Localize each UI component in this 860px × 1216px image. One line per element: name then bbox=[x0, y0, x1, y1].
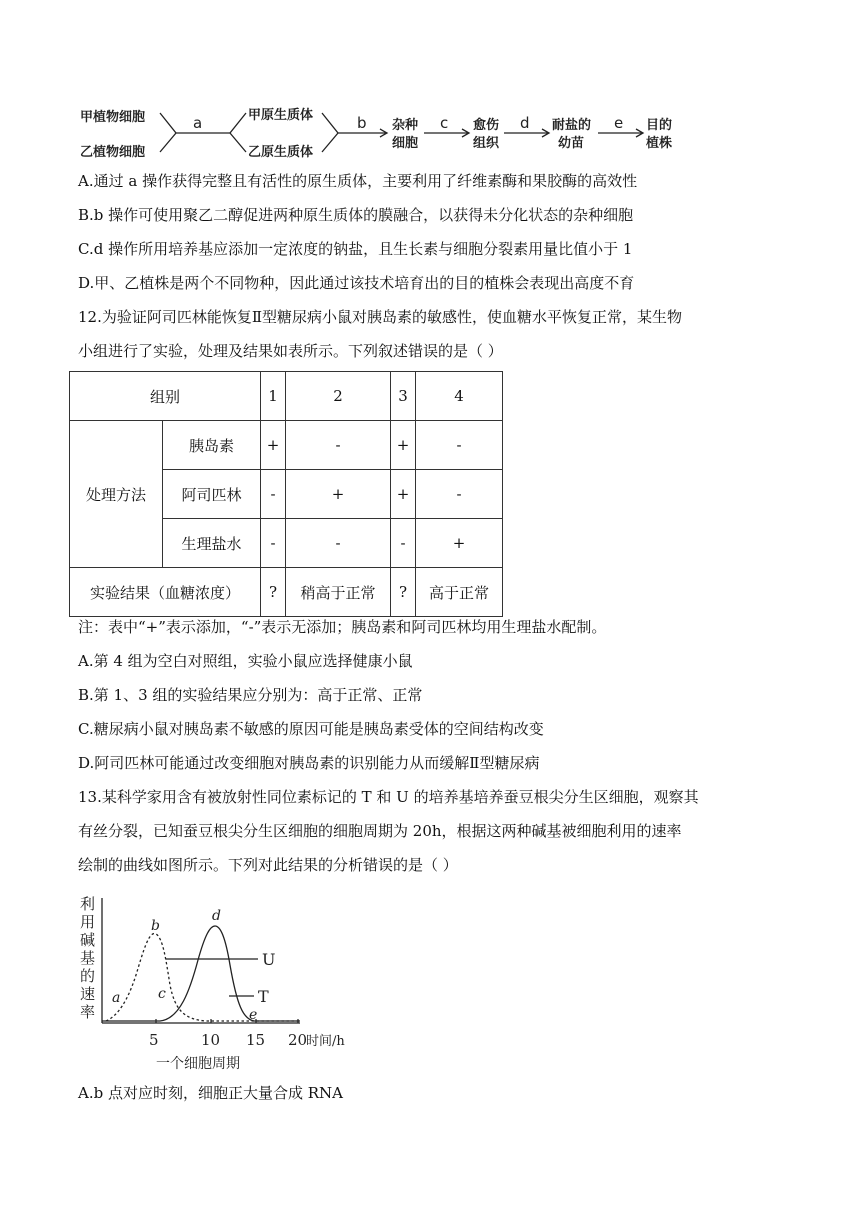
q13-stem-line-1: 13.某科学家用含有被放射性同位素标记的 T 和 U 的培养基培养蚕豆根尖分生区细胞，观察其 bbox=[78, 788, 699, 806]
result-cell: ? bbox=[391, 568, 416, 617]
ylabel-char: 的 bbox=[80, 967, 96, 985]
x-tick-label: 10 bbox=[201, 1031, 221, 1049]
table-header-row bbox=[70, 372, 503, 421]
q12-stem-line-1: 12.为验证阿司匹林能恢复Ⅱ型糖尿病小鼠对胰岛素的敏感性，使血糖水平恢复正常，某生物 bbox=[78, 308, 683, 326]
table-row bbox=[70, 421, 503, 470]
table-result-row bbox=[70, 568, 503, 617]
group-3: 3 bbox=[391, 372, 416, 421]
treatment-header: 处理方法 bbox=[70, 421, 163, 568]
q12-stem-line-2: 小组进行了实验，处理及结果如表所示。下列叙述错误的是（ ） bbox=[78, 342, 503, 360]
flow-step-e: e bbox=[614, 114, 624, 132]
cell: + bbox=[416, 519, 503, 568]
q12-option-c: C.糖尿病小鼠对胰岛素不敏感的原因可能是胰岛素受体的空间结构改变 bbox=[78, 720, 544, 738]
flow-fuse-bracket bbox=[322, 113, 338, 152]
q13-stem-line-3: 绘制的曲线如图所示。下列对此结果的分析错误的是（ ） bbox=[78, 856, 458, 874]
cell: + bbox=[261, 421, 286, 470]
q11-option-d: D.甲、乙植株是两个不同物种，因此通过该技术培育出的目的植株会表现出高度不育 bbox=[78, 274, 635, 292]
flow-seedling-1: 耐盐的 bbox=[552, 118, 592, 133]
point-c: c bbox=[158, 986, 166, 1002]
result-cell: ? bbox=[261, 568, 286, 617]
x-tick-label: 15 bbox=[246, 1031, 266, 1049]
flow-hybrid-1: 杂种 bbox=[392, 118, 419, 133]
x-tick-label: 5 bbox=[149, 1031, 159, 1049]
flow-start-2: 乙植物细胞 bbox=[80, 145, 146, 160]
group-2: 2 bbox=[286, 372, 391, 421]
flow-target-2: 植株 bbox=[646, 136, 673, 151]
cell: - bbox=[286, 421, 391, 470]
flow-mid-2: 乙原生质体 bbox=[248, 145, 314, 160]
group-1: 1 bbox=[261, 372, 286, 421]
base-usage-graph bbox=[0, 880, 400, 1080]
q11-option-c: C.d 操作所用培养基应添加一定浓度的钠盐，且生长素与细胞分裂素用量比值小于 1 bbox=[78, 240, 633, 258]
flow-split-bracket bbox=[230, 113, 246, 152]
point-d: d bbox=[212, 908, 221, 924]
q11-option-b: B.b 操作可使用聚乙二醇促进两种原生质体的膜融合，以获得未分化状态的杂种细胞 bbox=[78, 206, 634, 224]
row-label-saline: 生理盐水 bbox=[163, 519, 261, 568]
curve-u bbox=[106, 934, 300, 1021]
cell: + bbox=[391, 421, 416, 470]
group-4: 4 bbox=[416, 372, 503, 421]
flow-callus-1: 愈伤 bbox=[473, 118, 500, 133]
x-unit-label: 时间/h bbox=[306, 1034, 345, 1049]
x-caption: 一个细胞周期 bbox=[156, 1056, 240, 1072]
cell: + bbox=[286, 470, 391, 519]
ylabel-char: 基 bbox=[80, 949, 96, 967]
flow-callus-2: 组织 bbox=[473, 136, 500, 151]
curve-t bbox=[102, 926, 300, 1021]
result-cell: 稍高于正常 bbox=[286, 568, 391, 617]
point-b: b bbox=[151, 918, 160, 934]
point-a: a bbox=[112, 990, 121, 1006]
q13-option-a: A.b 点对应时刻，细胞正大量合成 RNA bbox=[78, 1084, 343, 1102]
flow-mid-1: 甲原生质体 bbox=[248, 108, 314, 123]
flow-step-b: b bbox=[357, 114, 367, 132]
flow-merge-bracket bbox=[160, 113, 176, 152]
flow-seedling-2: 幼苗 bbox=[558, 136, 585, 151]
flow-step-a: a bbox=[193, 114, 203, 132]
row-label-aspirin: 阿司匹林 bbox=[163, 470, 261, 519]
cell: - bbox=[416, 421, 503, 470]
q12-table-note: 注：表中“+”表示添加，“-”表示无添加；胰岛素和阿司匹林均用生理盐水配制。 bbox=[78, 618, 607, 636]
flow-step-d: d bbox=[520, 114, 530, 132]
flow-target-1: 目的 bbox=[646, 118, 673, 133]
cell: - bbox=[416, 470, 503, 519]
ylabel-char: 速 bbox=[80, 985, 96, 1003]
ylabel-char: 率 bbox=[80, 1003, 96, 1021]
q12-option-d: D.阿司匹林可能通过改变细胞对胰岛素的识别能力从而缓解Ⅱ型糖尿病 bbox=[78, 754, 540, 772]
group-header: 组别 bbox=[70, 372, 261, 421]
flow-start-1: 甲植物细胞 bbox=[80, 110, 146, 125]
experiment-table bbox=[69, 371, 503, 617]
curve-u-label: U bbox=[262, 950, 276, 969]
curve-t-label: T bbox=[258, 987, 269, 1006]
ylabel-char: 利 bbox=[80, 895, 96, 913]
q11-option-a: A.通过 a 操作获得完整且有活性的原生质体，主要利用了纤维素酶和果胶酶的高效性 bbox=[78, 172, 638, 190]
ylabel-char: 碱 bbox=[80, 931, 96, 949]
q13-stem-line-2: 有丝分裂，已知蚕豆根尖分生区细胞的细胞周期为 20h，根据这两种碱基被细胞利用的速率 bbox=[78, 822, 682, 840]
cell: - bbox=[261, 519, 286, 568]
q12-option-a: A.第 4 组为空白对照组，实验小鼠应选择健康小鼠 bbox=[78, 652, 413, 670]
cell: + bbox=[391, 470, 416, 519]
row-label-insulin: 胰岛素 bbox=[163, 421, 261, 470]
result-header: 实验结果（血糖浓度） bbox=[70, 568, 261, 617]
cell: - bbox=[261, 470, 286, 519]
x-tick-label: 20 bbox=[288, 1031, 308, 1049]
cell: - bbox=[391, 519, 416, 568]
ylabel-char: 用 bbox=[80, 913, 96, 931]
flow-step-c: c bbox=[440, 114, 449, 132]
cell: - bbox=[286, 519, 391, 568]
flow-diagram bbox=[0, 0, 860, 170]
point-e: e bbox=[249, 1007, 258, 1023]
flow-hybrid-2: 细胞 bbox=[392, 136, 419, 151]
result-cell: 高于正常 bbox=[416, 568, 503, 617]
q12-option-b: B.第 1、3 组的实验结果应分别为：高于正常、正常 bbox=[78, 686, 423, 704]
